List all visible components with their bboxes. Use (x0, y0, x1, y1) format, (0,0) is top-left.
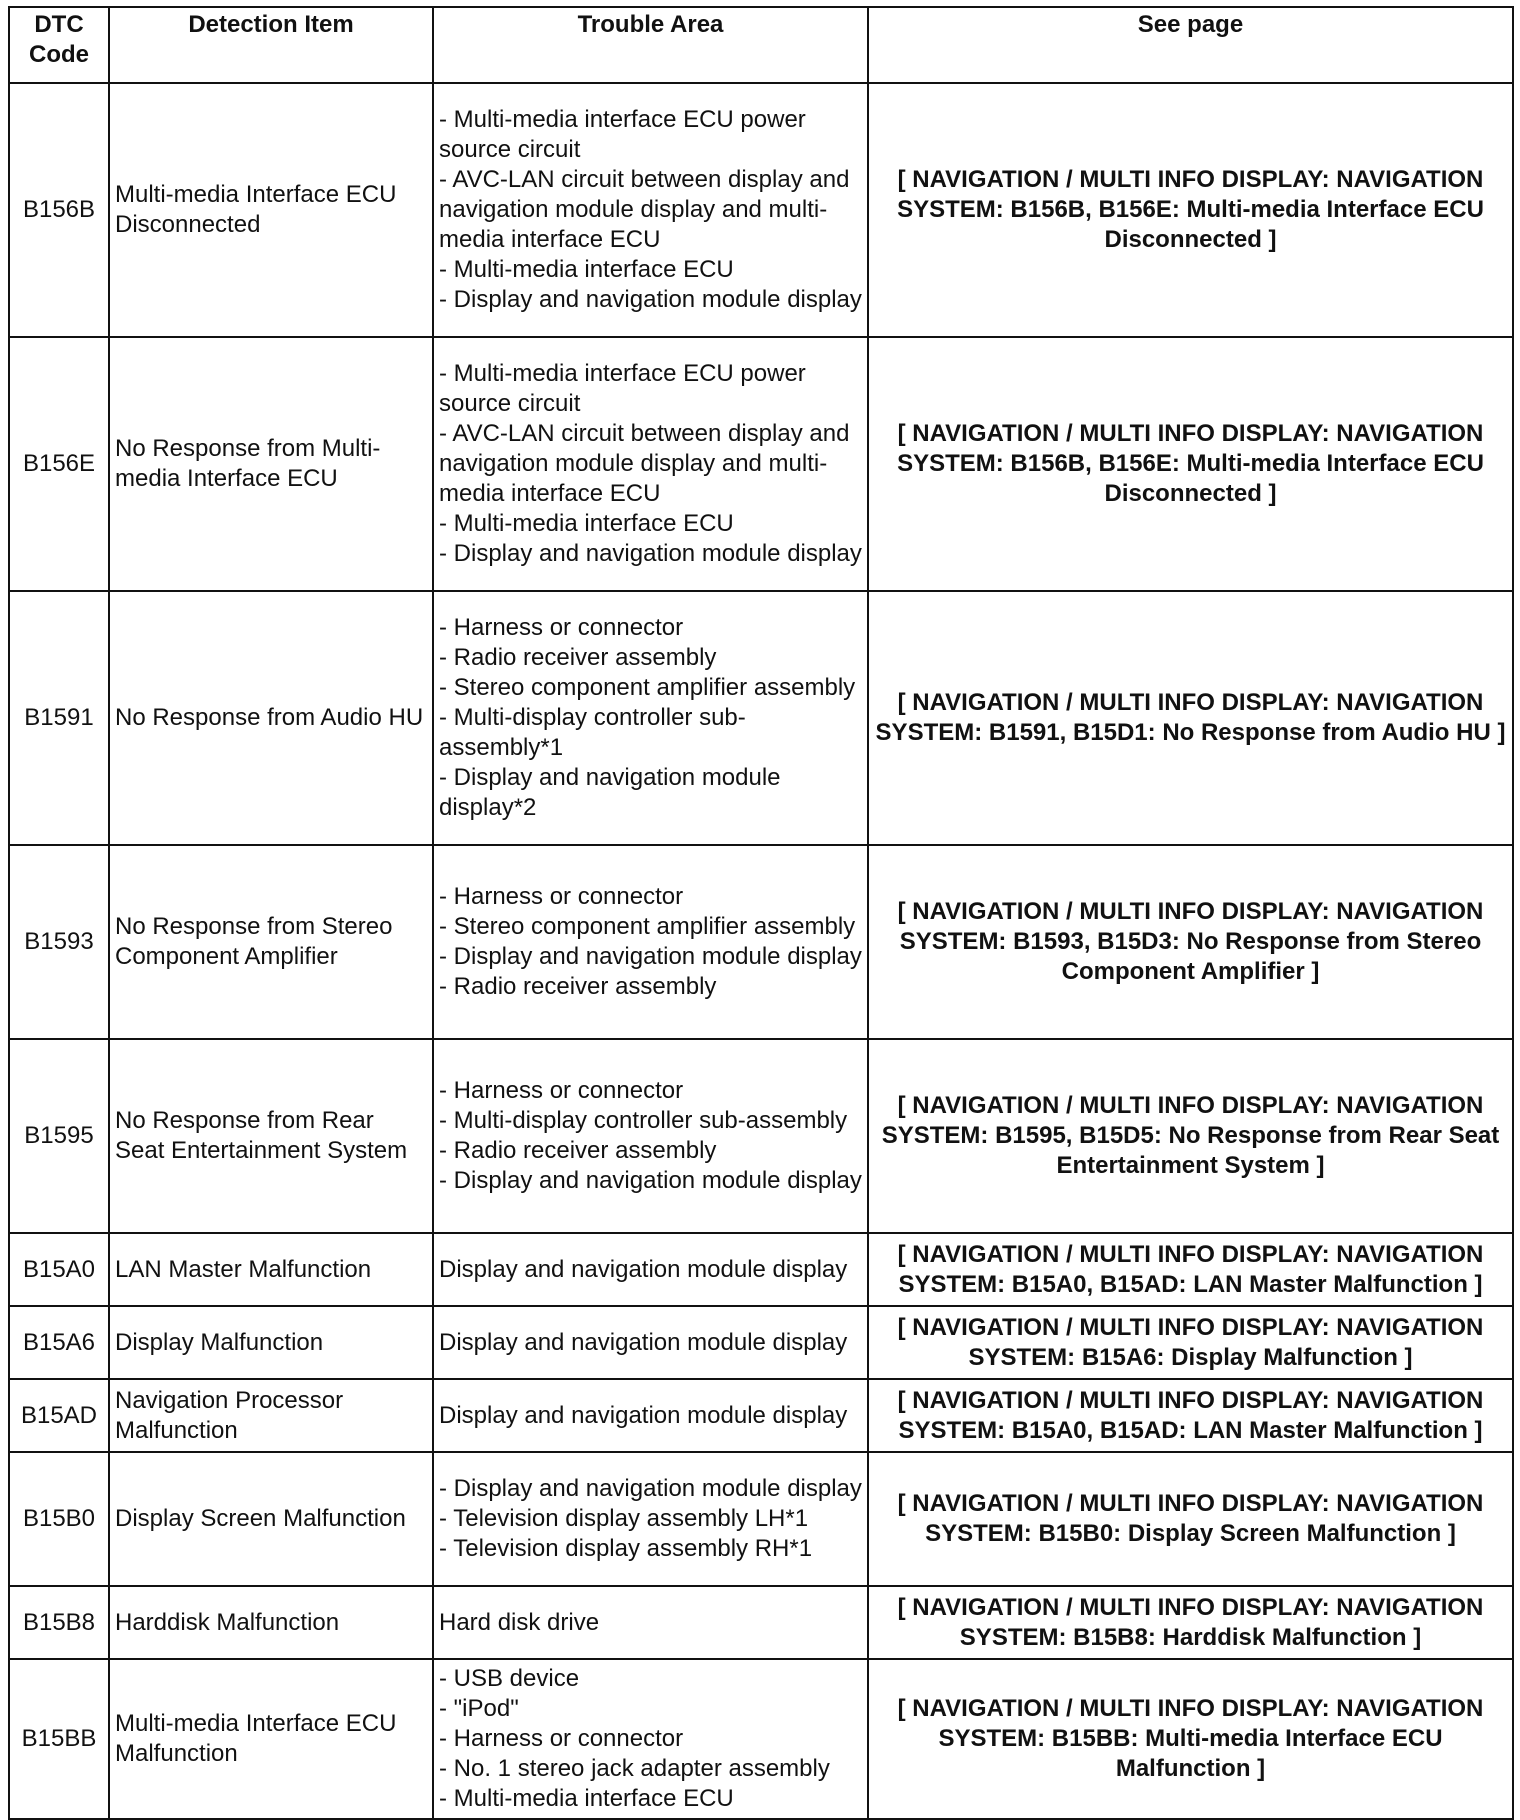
trouble-area-item: - Display and navigation module display (439, 943, 862, 970)
dtc-code-cell: B1593 (9, 845, 109, 1039)
header-dtc-code: DTC Code (9, 7, 109, 83)
trouble-area-item: - USB device (439, 1665, 580, 1692)
see-page-link[interactable]: [ NAVIGATION / MULTI INFO DISPLAY: NAVIGATION SYSTEM: B1593, B15D3: No Response from Stereo Component Amplifier ] (868, 845, 1513, 1039)
table-row (9, 1233, 1513, 1306)
trouble-area-cell (433, 337, 868, 591)
see-page-link[interactable]: [ NAVIGATION / MULTI INFO DISPLAY: NAVIGATION SYSTEM: B156B, B156E: Multi-media Interface ECU Disconnected ] (868, 83, 1513, 337)
table-row (9, 1379, 1513, 1452)
table-row (9, 845, 1513, 1039)
trouble-area-item: Display and navigation module display (439, 1401, 848, 1429)
detection-item-cell: No Response from Rear Seat Entertainment System (109, 1039, 433, 1233)
see-page-link[interactable]: [ NAVIGATION / MULTI INFO DISPLAY: NAVIGATION SYSTEM: B15B0: Display Screen Malfunction ] (868, 1452, 1513, 1586)
table-row (9, 1659, 1513, 1819)
trouble-area-item: - Display and navigation module display*2 (439, 764, 781, 821)
header-trouble-area: Trouble Area (433, 7, 868, 83)
trouble-area-item: - Multi-media interface ECU (439, 256, 734, 283)
trouble-area-item: - Harness or connector (439, 1077, 684, 1104)
trouble-area-cell (433, 1659, 868, 1819)
trouble-area-cell (433, 845, 868, 1039)
trouble-area-item: - Harness or connector (439, 883, 684, 910)
dtc-code-cell: B156B (9, 83, 109, 337)
header-row (9, 7, 1513, 83)
dtc-code-cell: B156E (9, 337, 109, 591)
dtc-code-cell: B15B0 (9, 1452, 109, 1586)
trouble-area-cell (433, 1586, 868, 1659)
trouble-area-item: Hard disk drive (439, 1608, 600, 1636)
trouble-area-item: - Harness or connector (439, 614, 684, 641)
trouble-area-item: - Multi-media interface ECU (439, 1785, 734, 1812)
table-row (9, 337, 1513, 591)
dtc-code-cell: B1591 (9, 591, 109, 845)
detection-item-cell: No Response from Stereo Component Amplifier (109, 845, 433, 1039)
detection-item-cell: Multi-media Interface ECU Disconnected (109, 83, 433, 337)
see-page-link[interactable]: [ NAVIGATION / MULTI INFO DISPLAY: NAVIGATION SYSTEM: B156B, B156E: Multi-media Interface ECU Disconnected ] (868, 337, 1513, 591)
trouble-area-item: - Radio receiver assembly (439, 973, 717, 1000)
trouble-area-item: - AVC-LAN circuit between display and navigation module display and multi-media interface ECU (439, 166, 850, 253)
detection-item-cell: No Response from Multi-media Interface ECU (109, 337, 433, 591)
trouble-area-item: - "iPod" (439, 1695, 519, 1722)
detection-item-cell: Display Malfunction (109, 1306, 433, 1379)
trouble-area-item: - Multi-display controller sub-assembly (439, 1107, 848, 1134)
trouble-area-item: - Television display assembly LH*1 (439, 1505, 809, 1532)
dtc-table (8, 6, 1514, 1820)
trouble-area-item: - Harness or connector (439, 1725, 684, 1752)
dtc-code-cell: B15A6 (9, 1306, 109, 1379)
trouble-area-item: - No. 1 stereo jack adapter assembly (439, 1755, 830, 1782)
table-row (9, 1452, 1513, 1586)
trouble-area-item: - Multi-display controller sub-assembly*1 (439, 704, 746, 761)
trouble-area-cell (433, 1379, 868, 1452)
see-page-link[interactable]: [ NAVIGATION / MULTI INFO DISPLAY: NAVIGATION SYSTEM: B1595, B15D5: No Response from Rear Seat Entertainment System ] (868, 1039, 1513, 1233)
detection-item-cell: Display Screen Malfunction (109, 1452, 433, 1586)
dtc-code-cell: B15B8 (9, 1586, 109, 1659)
dtc-code-cell: B15A0 (9, 1233, 109, 1306)
trouble-area-item: - Display and navigation module display (439, 1167, 862, 1194)
trouble-area-cell (433, 83, 868, 337)
trouble-area-item: - Television display assembly RH*1 (439, 1535, 813, 1562)
trouble-area-item: - Radio receiver assembly (439, 644, 717, 671)
trouble-area-item: - Radio receiver assembly (439, 1137, 717, 1164)
see-page-link[interactable]: [ NAVIGATION / MULTI INFO DISPLAY: NAVIGATION SYSTEM: B15BB: Multi-media Interface ECU Malfunction ] (868, 1659, 1513, 1819)
table-row (9, 1039, 1513, 1233)
trouble-area-item: - Display and navigation module display (439, 286, 862, 313)
detection-item-cell: Harddisk Malfunction (109, 1586, 433, 1659)
trouble-area-item: - AVC-LAN circuit between display and navigation module display and multi-media interface ECU (439, 420, 850, 507)
table-row (9, 1306, 1513, 1379)
detection-item-cell: No Response from Audio HU (109, 591, 433, 845)
see-page-link[interactable]: [ NAVIGATION / MULTI INFO DISPLAY: NAVIGATION SYSTEM: B15B8: Harddisk Malfunction ] (868, 1586, 1513, 1659)
see-page-link[interactable]: [ NAVIGATION / MULTI INFO DISPLAY: NAVIGATION SYSTEM: B15A0, B15AD: LAN Master Malfunction ] (868, 1233, 1513, 1306)
trouble-area-item: - Multi-media interface ECU power source circuit (439, 360, 806, 417)
trouble-area-item: Display and navigation module display (439, 1255, 848, 1283)
dtc-code-cell: B1595 (9, 1039, 109, 1233)
detection-item-cell: Multi-media Interface ECU Malfunction (109, 1659, 433, 1819)
dtc-code-cell: B15BB (9, 1659, 109, 1819)
trouble-area-item: - Multi-media interface ECU (439, 510, 734, 537)
trouble-area-item: Display and navigation module display (439, 1328, 848, 1356)
table-row (9, 1586, 1513, 1659)
trouble-area-item: - Multi-media interface ECU power source circuit (439, 106, 806, 163)
table-row (9, 591, 1513, 845)
trouble-area-cell (433, 1306, 868, 1379)
dtc-code-cell: B15AD (9, 1379, 109, 1452)
see-page-link[interactable]: [ NAVIGATION / MULTI INFO DISPLAY: NAVIGATION SYSTEM: B1591, B15D1: No Response from Audio HU ] (868, 591, 1513, 845)
trouble-area-cell (433, 1233, 868, 1306)
trouble-area-item: - Stereo component amplifier assembly (439, 674, 856, 701)
trouble-area-item: - Stereo component amplifier assembly (439, 913, 856, 940)
header-see-page: See page (868, 7, 1513, 83)
trouble-area-cell (433, 591, 868, 845)
trouble-area-item: - Display and navigation module display (439, 540, 862, 567)
detection-item-cell: LAN Master Malfunction (109, 1233, 433, 1306)
see-page-link[interactable]: [ NAVIGATION / MULTI INFO DISPLAY: NAVIGATION SYSTEM: B15A0, B15AD: LAN Master Malfunction ] (868, 1379, 1513, 1452)
table-row (9, 83, 1513, 337)
trouble-area-cell (433, 1452, 868, 1586)
trouble-area-cell (433, 1039, 868, 1233)
detection-item-cell: Navigation Processor Malfunction (109, 1379, 433, 1452)
table-body (9, 83, 1513, 1819)
trouble-area-item: - Display and navigation module display (439, 1475, 862, 1502)
header-detection-item: Detection Item (109, 7, 433, 83)
see-page-link[interactable]: [ NAVIGATION / MULTI INFO DISPLAY: NAVIGATION SYSTEM: B15A6: Display Malfunction ] (868, 1306, 1513, 1379)
